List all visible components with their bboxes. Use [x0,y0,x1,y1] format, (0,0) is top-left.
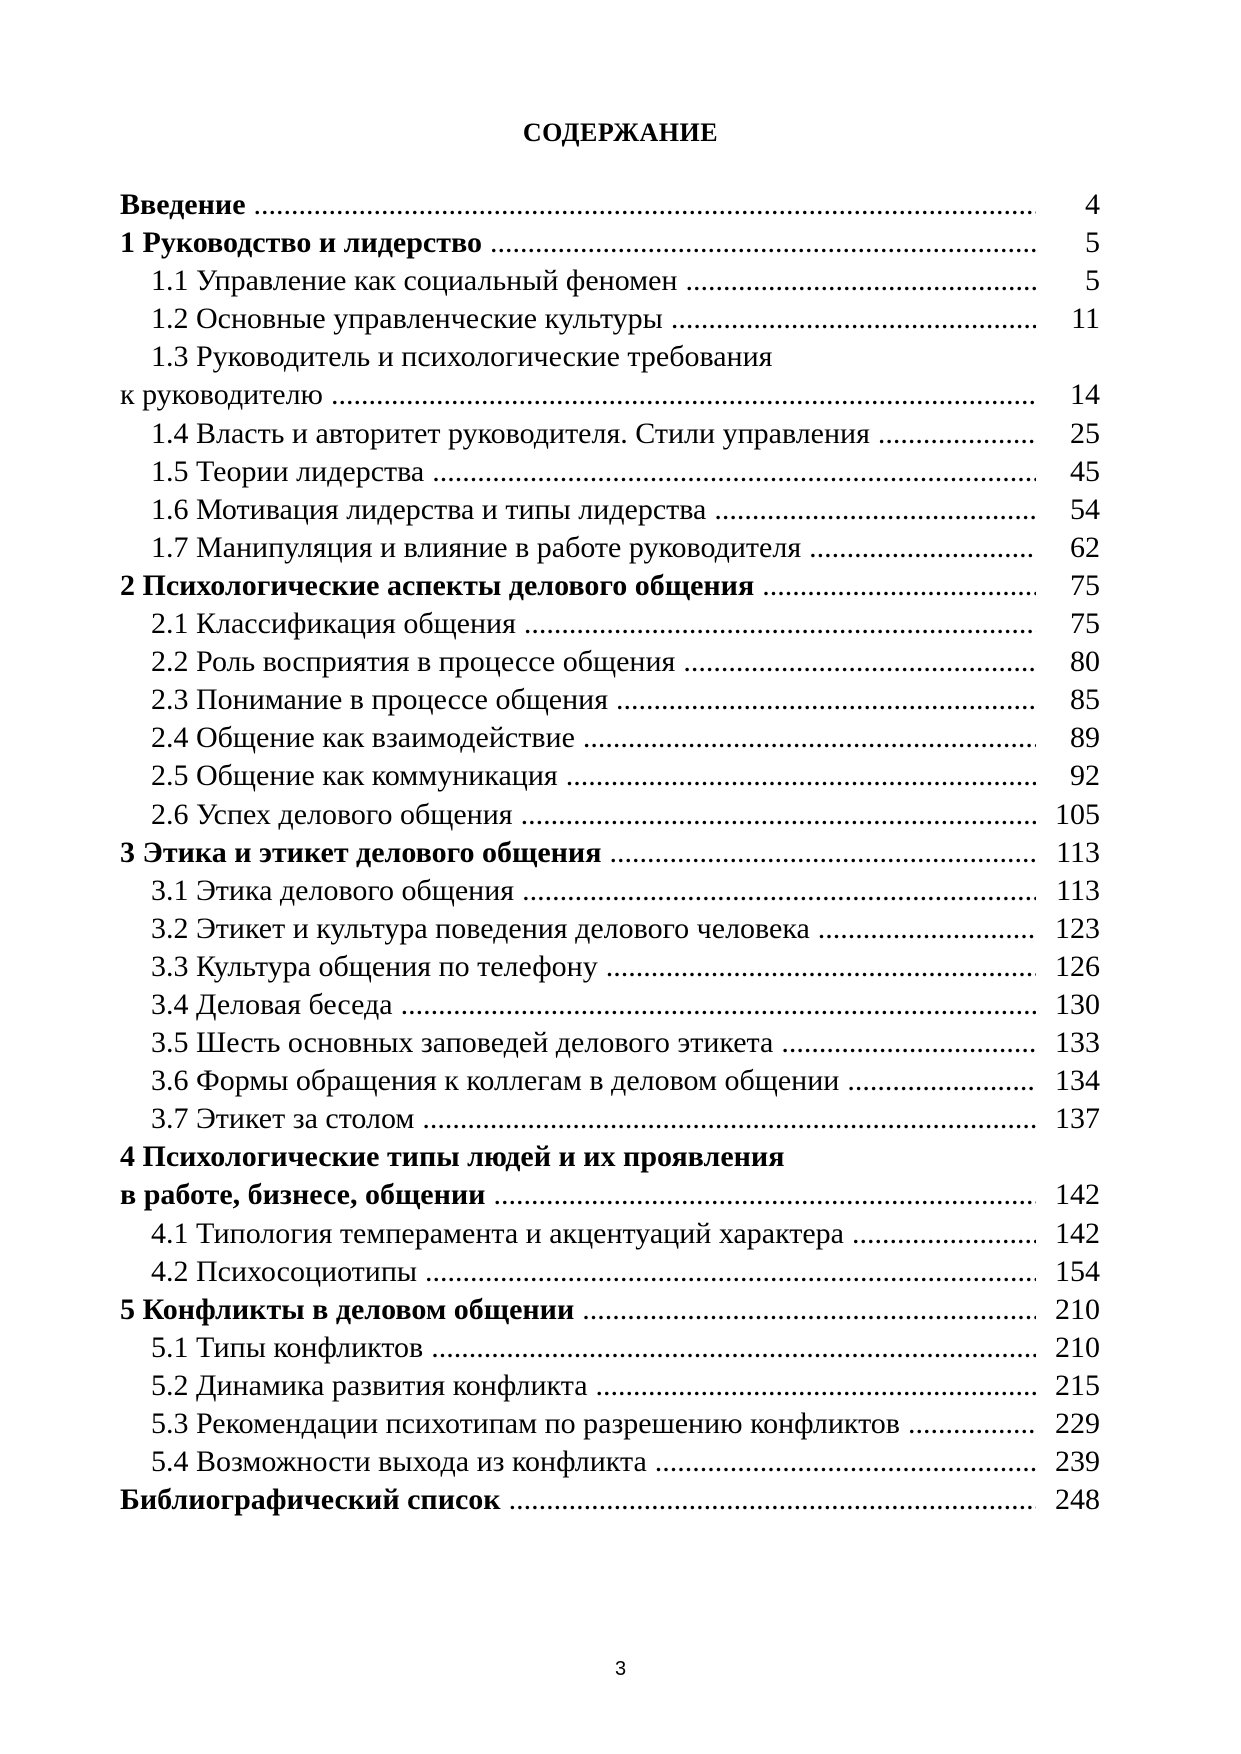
dot-leader [677,262,1036,300]
toc-entry-page: 62 [1070,530,1100,564]
dot-leader [900,1405,1036,1443]
toc-entry-title: 1.2 Основные управленческие культуры [151,302,663,336]
toc-entry[interactable] [120,1024,1100,1062]
toc-entry[interactable] [120,643,1100,681]
toc-entry-page: 134 [1055,1064,1100,1098]
toc-entry-page: 123 [1055,911,1100,945]
dot-leader [773,1024,1036,1062]
page-title: СОДЕРЖАНИЕ [522,118,719,147]
toc-entry-title: Библиографический список [120,1483,501,1517]
toc-entry-page: 229 [1055,1407,1100,1440]
toc-entry-title: 2.1 Классификация общения [151,607,516,641]
toc-entry[interactable] [120,1443,1100,1481]
toc-entry-page: 113 [1056,873,1100,907]
toc-entry-page: 80 [1070,645,1100,679]
toc-entry-page: 85 [1070,683,1100,717]
dot-leader [675,643,1036,681]
dot-leader [870,415,1036,453]
toc-entry-title: 5.1 Типы конфликтов [151,1330,424,1364]
table-of-contents [120,186,1100,1519]
toc-entry-title: к руководителю [120,378,323,412]
toc-entry-title: 5.3 Рекомендации психотипам по разрешению конфликтов [151,1407,900,1440]
toc-entry-page: 239 [1055,1445,1100,1479]
toc-entry-page: 11 [1071,302,1100,336]
toc-entry[interactable] [120,681,1100,719]
dot-leader [558,757,1036,795]
dot-leader [601,834,1036,872]
toc-entry-title: 2 Психологические аспекты делового общения [120,568,755,602]
toc-entry[interactable] [120,224,1100,262]
dot-leader [516,605,1036,643]
dot-leader [323,376,1036,414]
toc-entry-page: 130 [1055,987,1100,1021]
dot-leader [647,1443,1036,1481]
toc-entry-page: 210 [1055,1330,1100,1364]
toc-entry-title: 2.3 Понимание в процессе общения [151,683,609,717]
toc-entry-title: 5.4 Возможности выхода из конфликта [151,1445,647,1479]
toc-entry-title: 4.1 Типология темперамента и акцентуаций характера [151,1216,844,1250]
toc-entry[interactable] [120,910,1100,948]
toc-entry-page: 210 [1055,1292,1100,1326]
toc-entry-title: 1.3 Руководитель и психологические требования [151,340,773,374]
toc-entry-title: 1.7 Манипуляция и влияние в работе руководителя [151,530,802,564]
dot-leader [608,681,1036,719]
toc-entry-title: 2.2 Роль восприятия в процессе общения [151,645,676,679]
toc-entry[interactable] [120,986,1100,1024]
toc-entry-title: 3.7 Этикет за столом [151,1102,415,1136]
toc-entry-page: 5 [1085,264,1100,298]
toc-entry[interactable] [120,872,1100,910]
dot-leader [706,491,1036,529]
toc-entry-title: 3.2 Этикет и культура поведения делового человека [151,911,810,945]
dot-leader [482,224,1036,262]
toc-entry[interactable] [120,1367,1100,1405]
toc-entry-page: 215 [1055,1368,1100,1402]
toc-entry[interactable] [120,834,1100,872]
toc-entry-page: 142 [1055,1178,1100,1212]
dot-leader [839,1062,1036,1100]
toc-entry[interactable] [120,567,1100,605]
toc-entry-page: 4 [1085,188,1100,221]
toc-entry-page: 14 [1070,378,1100,412]
dot-leader [246,186,1036,224]
toc-entry[interactable] [120,605,1100,643]
toc-entry-page: 25 [1070,416,1100,450]
toc-entry-page: 137 [1055,1102,1100,1136]
dot-leader [393,986,1036,1024]
toc-entry-title: 1 Руководство и лидерство [120,226,482,260]
dot-leader [514,872,1036,910]
toc-entry-title: 3.6 Формы обращения к коллегам в деловом общении [151,1064,840,1098]
toc-entry-page: 142 [1055,1216,1100,1250]
toc-entry[interactable] [120,376,1100,414]
dot-leader [424,453,1036,491]
toc-entry-title: 5.2 Динамика развития конфликта [151,1368,588,1402]
toc-entry-title: 4 Психологические типы людей и их проявления [120,1140,785,1174]
toc-entry[interactable] [120,757,1100,795]
toc-entry[interactable] [120,338,1100,376]
toc-entry[interactable] [120,491,1100,529]
toc-entry[interactable] [120,1329,1100,1367]
dot-leader [588,1367,1036,1405]
toc-entry-title: 2.6 Успех делового общения [151,797,513,831]
toc-entry[interactable] [120,796,1100,834]
toc-entry[interactable] [120,1253,1100,1291]
dot-leader [513,796,1036,834]
toc-entry-title: 3.1 Этика делового общения [151,873,515,907]
toc-entry[interactable] [120,1138,1100,1176]
toc-entry[interactable] [120,1405,1100,1443]
dot-leader [801,529,1036,567]
page-number: 3 [614,1658,627,1680]
toc-entry-title: 5 Конфликты в деловом общении [120,1292,575,1326]
toc-entry[interactable] [120,262,1100,300]
toc-entry-title: 1.6 Мотивация лидерства и типы лидерства [151,492,707,526]
dot-leader [501,1481,1036,1519]
toc-entry-page: 92 [1070,759,1100,793]
toc-entry-title: Введение [120,188,246,221]
dot-leader [574,1291,1036,1329]
toc-entry-title: 3.5 Шесть основных заповедей делового этикета [151,1026,774,1060]
toc-entry-title: в работе, бизнесе, общении [120,1178,486,1212]
toc-entry[interactable] [120,1481,1100,1519]
dot-leader [485,1176,1036,1214]
toc-entry-title: 3.4 Деловая беседа [151,987,393,1021]
dot-leader [844,1215,1036,1253]
toc-entry[interactable] [120,948,1100,986]
toc-entry[interactable] [120,1291,1100,1329]
toc-entry-page: 45 [1070,454,1100,488]
dot-leader [417,1253,1036,1291]
toc-entry-page: 54 [1070,492,1100,526]
toc-entry-title: 1.5 Теории лидерства [151,454,425,488]
toc-entry-title: 1.1 Управление как социальный феномен [151,264,678,298]
toc-entry-page: 75 [1070,568,1100,602]
toc-entry[interactable] [120,1176,1100,1214]
dot-leader [414,1100,1036,1138]
toc-entry[interactable] [120,719,1100,757]
dot-leader [810,910,1036,948]
dot-leader [598,948,1036,986]
toc-entry-page: 126 [1055,949,1100,983]
toc-entry-title: 2.5 Общение как коммуникация [151,759,558,793]
toc-entry-page: 5 [1085,226,1100,260]
dot-leader [663,300,1036,338]
toc-entry-title: 3 Этика и этикет делового общения [120,835,602,869]
toc-entry[interactable] [120,415,1100,453]
toc-entry[interactable] [120,529,1100,567]
toc-entry-page: 89 [1070,721,1100,755]
toc-entry[interactable] [120,300,1100,338]
toc-entry-title: 3.3 Культура общения по телефону [151,949,598,983]
toc-entry[interactable] [120,453,1100,491]
dot-leader [423,1329,1036,1367]
dot-leader [754,567,1036,605]
toc-entry-page: 113 [1056,835,1100,869]
toc-entry[interactable] [120,1215,1100,1253]
toc-entry-page: 154 [1055,1254,1100,1288]
toc-entry-title: 4.2 Психосоциотипы [151,1254,418,1288]
toc-entry-title: 1.4 Власть и авторитет руководителя. Стили управления [151,416,870,450]
toc-entry[interactable] [120,1062,1100,1100]
toc-entry[interactable] [120,186,1100,224]
dot-leader [575,719,1036,757]
toc-entry-page: 75 [1070,607,1100,641]
toc-entry-page: 133 [1055,1026,1100,1060]
toc-entry[interactable] [120,1100,1100,1138]
toc-entry-page: 105 [1055,797,1100,831]
toc-entry-title: 2.4 Общение как взаимодействие [151,721,575,755]
toc-entry-page: 248 [1055,1483,1100,1517]
